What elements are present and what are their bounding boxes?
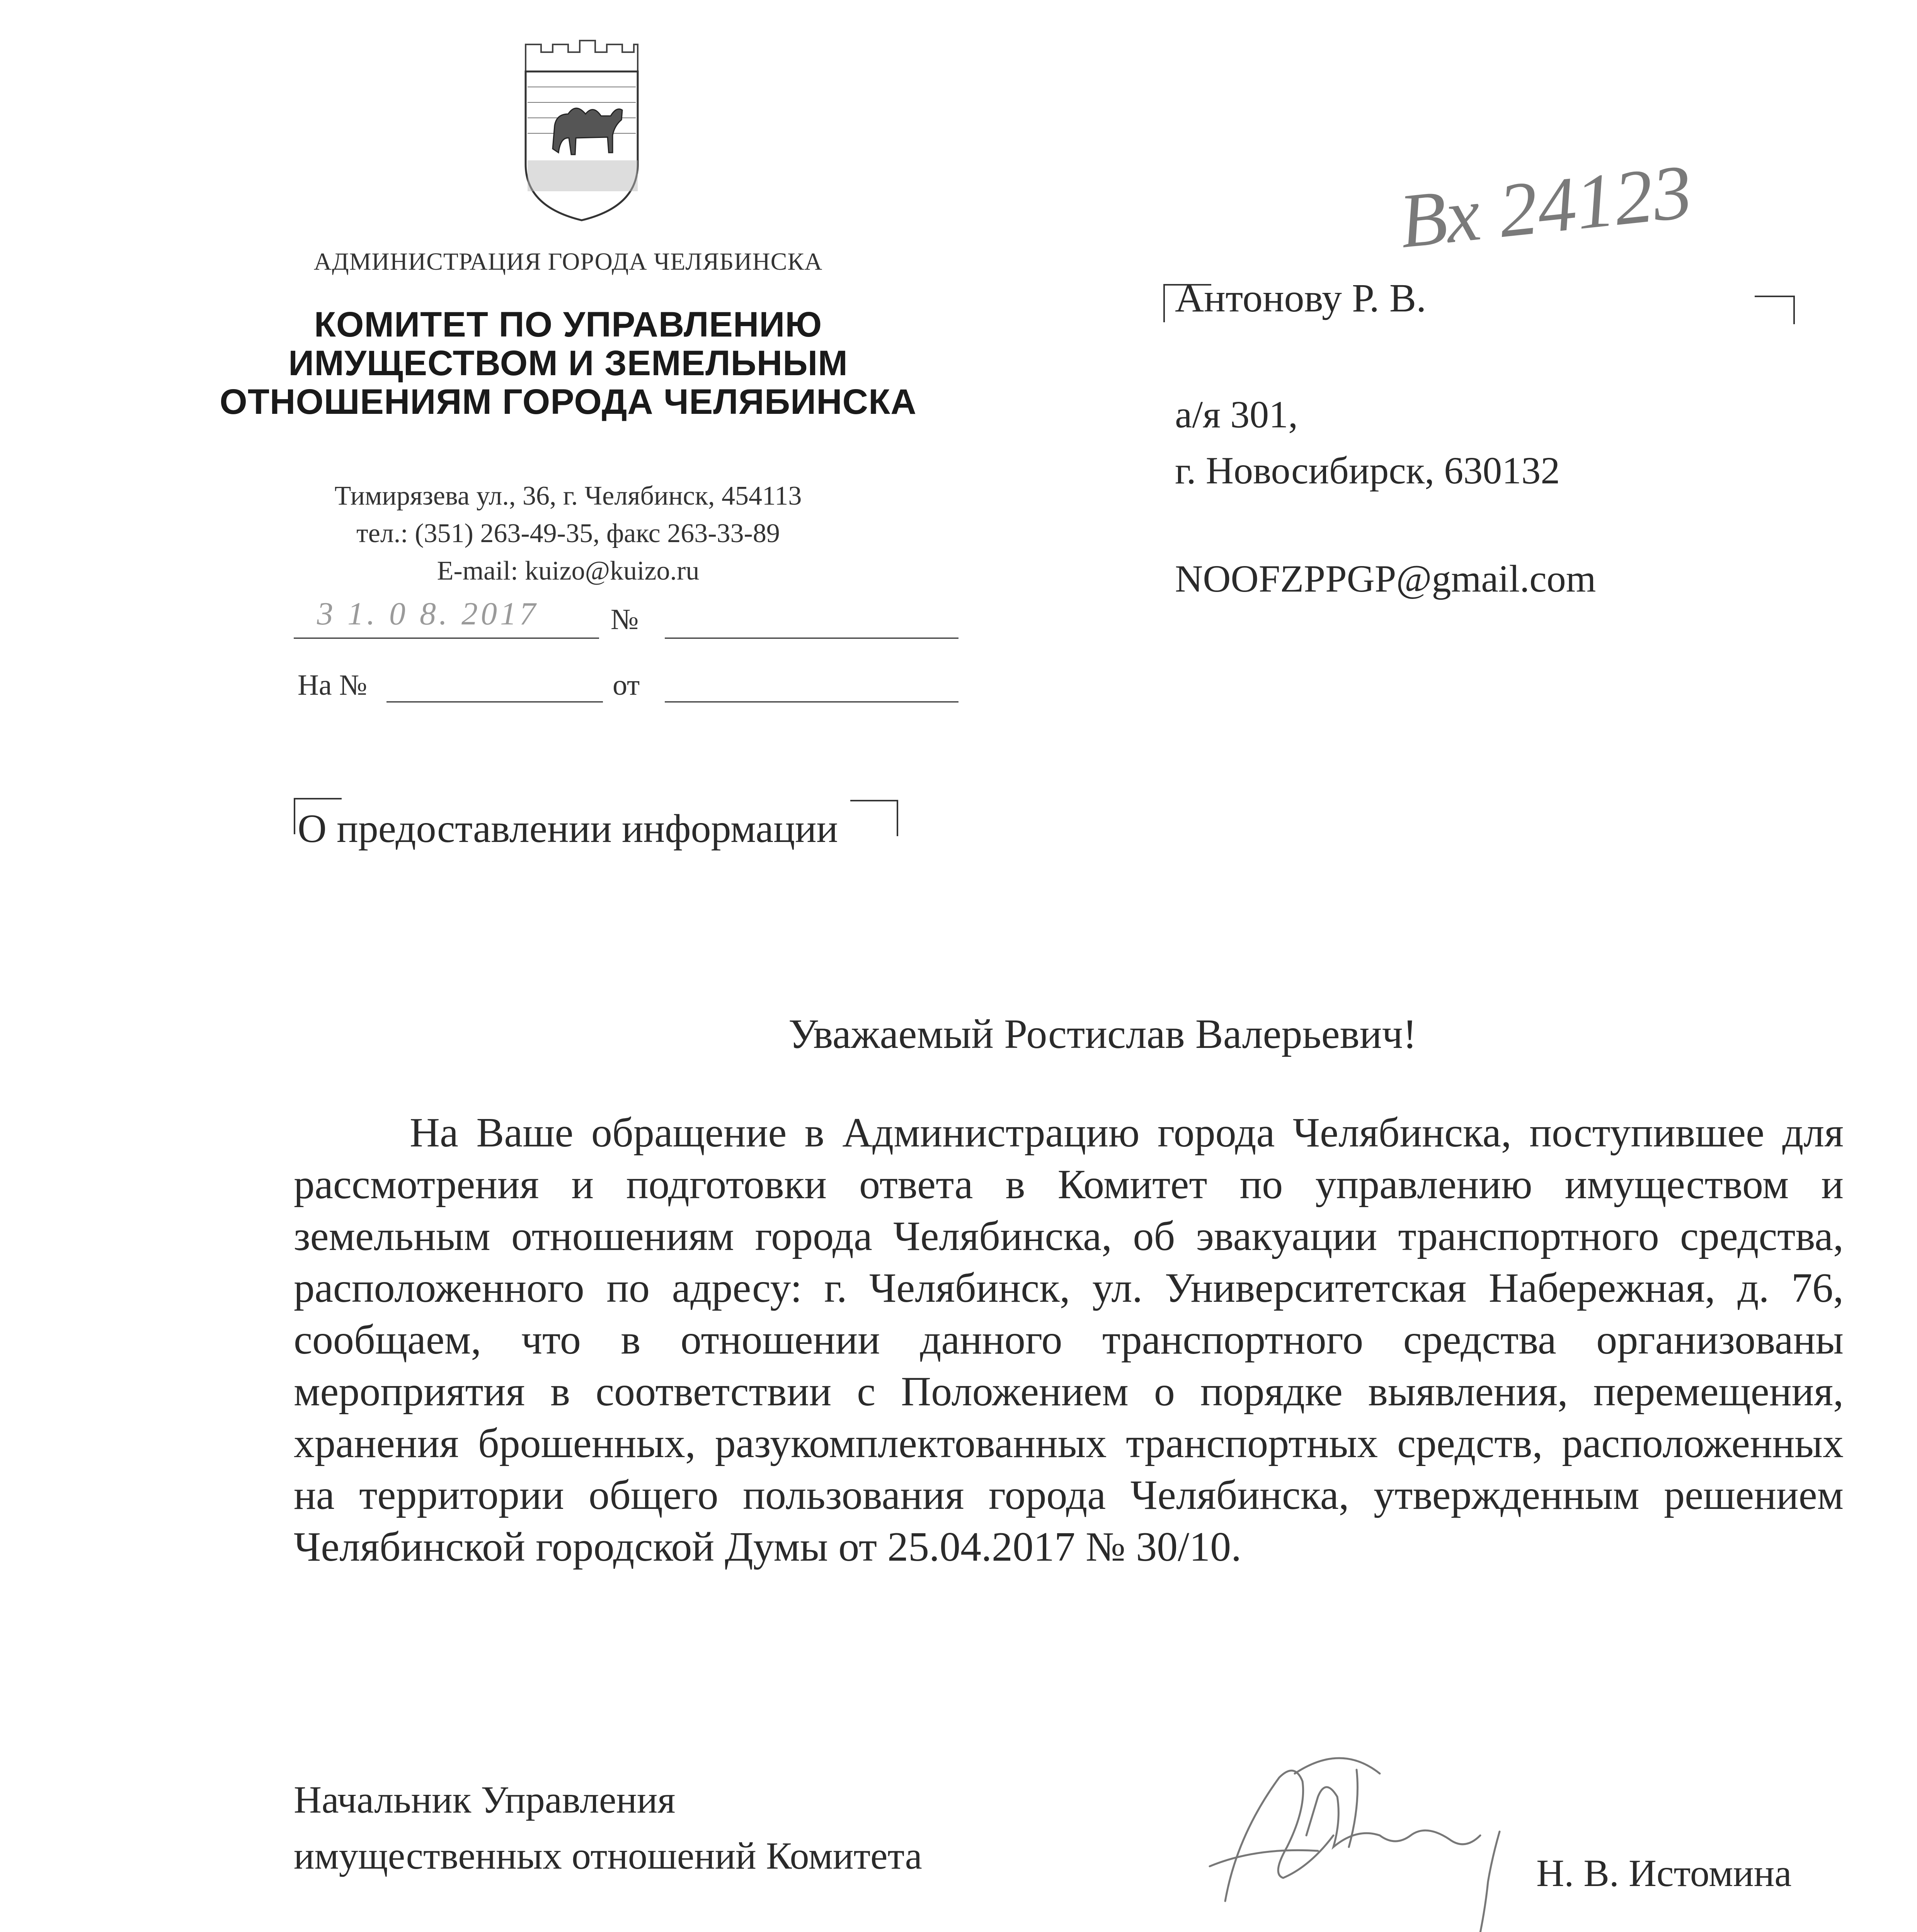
reply-number-line — [386, 701, 603, 702]
recipient-bracket-right — [1755, 296, 1795, 324]
number-line — [665, 638, 958, 639]
committee-name-line: ОТНОШЕНИЯМ ГОРОДА ЧЕЛЯБИНСКА — [220, 382, 917, 422]
signatory-name: Н. В. Истомина — [1536, 1852, 1792, 1895]
reply-to-label: На № — [298, 669, 368, 701]
letterhead-email: E-mail: kuizo@kuizo.ru — [437, 556, 700, 586]
date-line — [294, 638, 599, 639]
letterhead-contacts — [162, 477, 974, 590]
letterhead-phones: тел.: (351) 263-49-35, факс 263-33-89 — [356, 519, 780, 548]
registration-mark: Вх 24123 — [1395, 148, 1696, 265]
subject-bracket-right — [850, 800, 898, 836]
committee-name-line: КОМИТЕТ ПО УПРАВЛЕНИЮ — [314, 305, 822, 344]
recipient-city: г. Новосибирск, 630132 — [1175, 449, 1560, 492]
from-label: от — [613, 669, 640, 701]
signatory-position: Начальник Управления — [294, 1778, 676, 1821]
camel-coat-of-arms-icon — [518, 37, 645, 222]
date-stamp: 3 1. 0 8. 2017 — [317, 596, 539, 632]
signatory-position: имущественных отношений Комитета — [294, 1834, 922, 1877]
letterhead-address: Тимирязева ул., 36, г. Челябинск, 454113 — [334, 481, 802, 511]
recipient-po-box: а/я 301, — [1175, 393, 1298, 436]
recipient-email: NOOFZPPGP@gmail.com — [1175, 557, 1596, 600]
subject-line: О предоставлении информации — [298, 806, 838, 851]
recipient-name: Антонову Р. В. — [1175, 276, 1427, 320]
reply-date-line — [665, 701, 958, 702]
committee-name — [162, 305, 974, 421]
greeting: Уважаемый Ростислав Валерьевич! — [788, 1011, 1417, 1057]
letter-body: На Ваше обращение в Администрацию города Челябинска, поступившее для рассмотрения и подготовки ответа в Комитет по управлению имуществом и земельным отношениям города Челябинска, об эвакуации транспортного средства, расположенного по адресу: г. Челябинск, ул. Университетская Набережная, д. 76, сообщаем, что в отношении данного транспортного средства организованы мероприятия в соответствии с Положением о порядке выявления, перемещения, хранения брошенных, разукомплектованных транспортных средств, расположенных на территории общего пользования города Челябинска, утвержденным решением Челябинской городской Думы от 25.04.2017 № 30/10. — [294, 1110, 1844, 1570]
number-label: № — [611, 603, 639, 636]
committee-name-line: ИМУЩЕСТВОМ И ЗЕМЕЛЬНЫМ — [288, 344, 848, 383]
handwritten-signature — [1179, 1719, 1623, 1932]
administration-title: АДМИНИСТРАЦИЯ ГОРОДА ЧЕЛЯБИНСКА — [313, 248, 823, 275]
